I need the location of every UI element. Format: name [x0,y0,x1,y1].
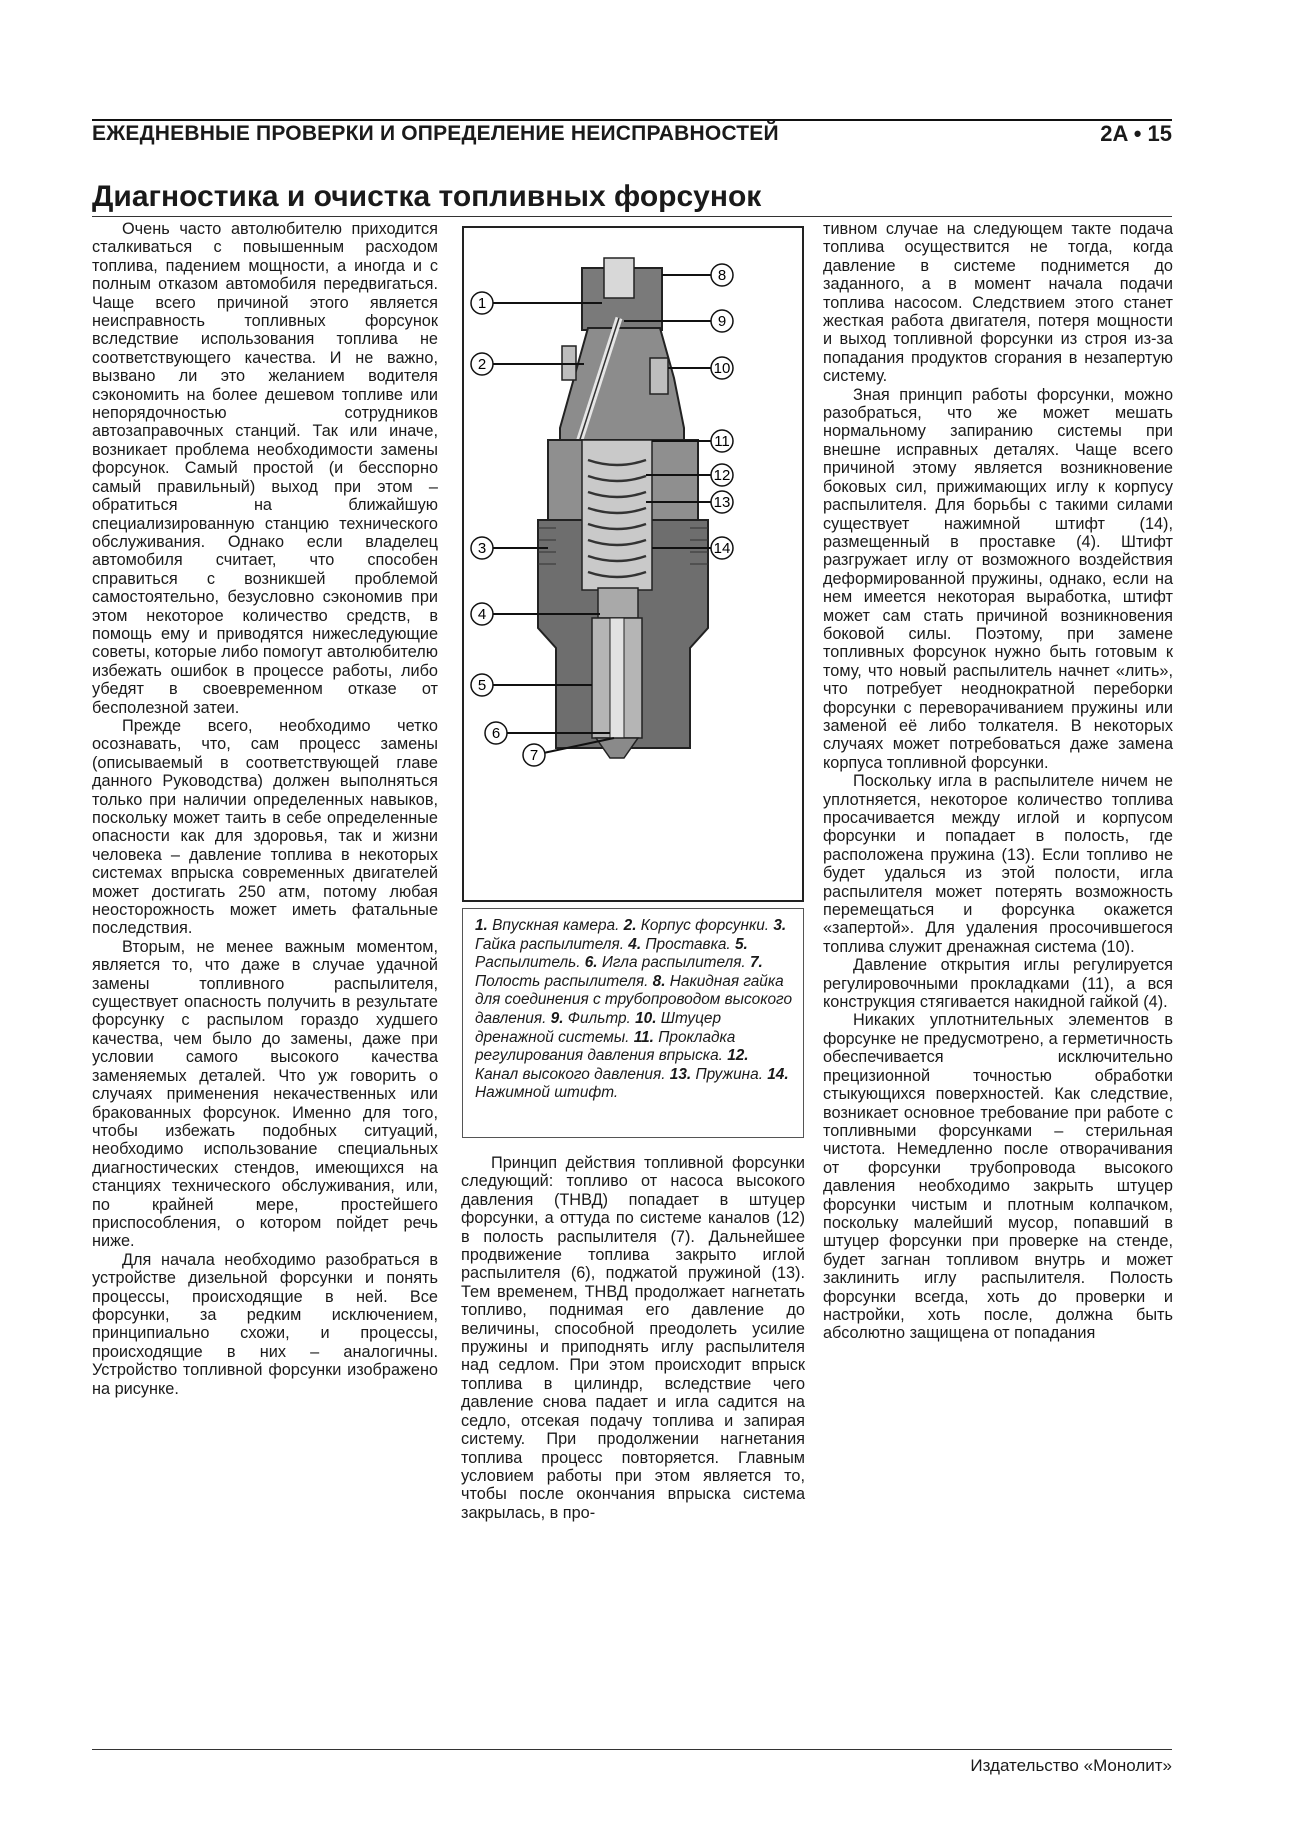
text-column-1 [92,220,438,1398]
caption-item: 11. Прокладка регулирования давления впрыска. [475,1028,736,1065]
paragraph: Поскольку игла в распылителе ничем не уплотняется, некоторое количество топлива просачивается между иглой и корпусом форсунки и попадает в полость, где расположена пружина (13). Если топливо не будет удалься из этой полости, игла распылителя может потерять возможность перемещаться и форсунка окажется «запертой». Для удаления просочившегося топлива служит дренажная система (10). [823,772,1173,956]
footer-rule [92,1749,1172,1750]
caption-item: 10. Штуцер дренажной системы. [475,1009,722,1046]
callout-9: 9 [717,313,727,330]
callout-2: 2 [477,356,487,373]
paragraph: тивном случае на следующем такте подача топлива осуществится не тогда, когда давление в системе поднимется до заданного, а в момент начала подачи топлива насосом. Следствием этого станет жесткая работа двигателя, потеря мощности и выход топливной форсунки из строя из-за попадания продуктов сгорания в незапертую систему. [823,220,1173,386]
caption-item: 9. Фильтр. [550,1009,636,1027]
callout-12: 12 [713,467,731,484]
text-column-3 [823,220,1173,1343]
callout-10: 10 [713,360,731,377]
figure-caption [462,908,804,1138]
caption-item: 4. Проставка. [628,935,735,953]
callout-14: 14 [713,540,731,557]
callout-8: 8 [717,267,727,284]
callout-1: 1 [477,295,487,312]
running-head: ЕЖЕДНЕВНЫЕ ПРОВЕРКИ И ОПРЕДЕЛЕНИЕ НЕИСПРАВНОСТЕЙ [92,122,779,145]
caption-item: 14. Нажимной штифт. [475,1065,789,1102]
caption-item: 12. Канал высокого давления. [475,1047,749,1083]
caption-item: 8. Накидная гайка для соединения с трубопроводом высокого давления. [475,972,793,1027]
paragraph: Зная принцип работы форсунки, можно разобраться, что же может мешать нормальному запиранию системы при внешне исправных деталях. Чаще всего причиной этому является возникновение боковых сил, прижимающих иглу к корпусу распылителя. Для борьбы с такими силами существует нажимной штифт (14), размещенный в проставке (4). Штифт разгружает иглу от возможного воздействия деформированной пружины, однако, если на нем имеется некоторая выработка, штифт может сам стать причиной возникновения боковой силы. Поэтому, при замене топливных форсунок нужно быть готовым к тому, что новый распылитель начнет «лить», что потребует неоднократной переборки форсунки с переворачиванием пружины или заменой её либо толкателя. В некоторых случаях может потребоваться даже замена корпуса топливной форсунки. [823,385,1173,772]
paragraph: Никаких уплотнительных элементов в форсунке не предусмотрено, а герметичность обеспечивается исключительно прецизионной точностью обработки стыкующихся поверхностей. Как следствие, возникает основное требование при работе с топливными форсунками – стерильная чистота. Немедленно после отворачивания от форсунки трубопровода высокого давления необходимо закрыть штуцер форсунки чистым и плотным колпачком, поскольку малейший мусор, попавший в штуцер форсунки при проверке на стенде, будет загнан топливом внутрь и может заклинить иглу распылителя. Полость форсунки всегда, хоть до проверки и настройки, хоть после, должна быть абсолютно защищена от попадания [823,1011,1173,1343]
paragraph: Очень часто автолюбителю приходится сталкиваться с повышенным расходом топлива, падением мощности, а иногда и с полным отказом автомобиля передвигаться. Чаще всего причиной этого является неисправность топливных форсунок вследствие использования топлива не соответствующего качества. И не важно, вызвано ли это желанием водителя сэкономить на более дешевом топливе или непорядочностью сотрудников автозаправочных станций. Так или иначе, возникает проблема необходимости замены форсунок. Самый простой (и бесспорно самый правильный) выход при этом – обратиться на ближайшую специализированную станцию технического обслуживания. Однако если владелец автомобиля считает, что способен справиться с возникшей проблемой самостоятельно, безусловно сэкономив при этом некоторое количество средств, в помощь ему и приводятся нижеследующие советы, которые либо помогут автолюбителю избежать ошибок в процессе работы, либо убедят в своевременном отказе от бесполезной затеи. [92,220,438,717]
callout-4: 4 [477,606,487,623]
callout-6: 6 [491,725,501,742]
callout-11: 11 [714,433,730,450]
title-rule [92,216,1172,217]
caption-item: 3. Гайка распылителя. [475,917,787,953]
caption-item: 1. Впускная камера. [475,917,624,934]
injector-figure [462,226,804,902]
callout-3: 3 [477,540,487,557]
callout-13: 13 [713,494,731,511]
caption-item: 5. Распылитель. [475,935,748,972]
caption-item: 7. Полость распылителя. [475,954,763,990]
callout-5: 5 [477,677,487,694]
paragraph: Для начала необходимо разобраться в устройстве дизельной форсунки и понять процессы, происходящие в ней. Все форсунки, за редким исключением, принципиально схожи, и процессы, происходящие в них – аналогичны. Устройство топливной форсунки изображено на рисунке. [92,1250,438,1398]
paragraph: Принцип действия топливной форсунки следующий: топливо от насоса высокого давления (ТНВД) попадает в штуцер форсунки, а оттуда по системе каналов (12) в полость распылителя (7). Дальнейшее продвижение топлива закрыто иглой распылителя (6), поджатой пружиной (13). Тем временем, ТНВД продолжает нагнетать топливо, поднимая его давление до величины, способной преодолеть усилие пружины и приподнять иглу распылителя над седлом. При этом происходит впрыск топлива в цилиндр, вследствие чего давление снова падает и игла садится на седло, отсекая подачу топлива и запирая систему. При продолжении нагнетания топлива процесс повторяется. Главным условием работы при этом является то, чтобы после окончания впрыска система закрылась, в про- [461,1154,805,1522]
section-title: Диагностика и очистка топливных форсунок [92,180,762,213]
injector-body-drawing [538,258,708,758]
paragraph: Прежде всего, необходимо четко осознавать, что, сам процесс замены (описываемый в соответствующей главе данного Руководства) должен выполняться только при наличии определенных навыков, поскольку может таить в себе определенные опасности как для здоровья, так и жизни человека – давление топлива в некоторых системах впрыска современных двигателей может достигать 250 атм, потому любая неосторожность может иметь фатальные последствия. [92,716,438,938]
page-number: 2A • 15 [1100,121,1172,146]
text-column-2 [461,1154,805,1522]
publisher: Издательство «Монолит» [970,1756,1172,1775]
caption-item: 13. Пружина. [669,1065,768,1083]
caption-item: 2. Корпус форсунки. [623,917,774,934]
injector-cutaway-drawing [464,228,802,900]
callout-7: 7 [529,747,539,764]
header-rule [92,119,1172,121]
caption-item: 6. Игла распылителя. [584,954,750,972]
paragraph: Вторым, не менее важным моментом, является то, что даже в случае удачной замены топливного распылителя, существует опасность получить в результате форсунку с распылом гораздо худшего качества, чем было до замены, даже при условии самого высокого качества заменяемых деталей. Что уж говорить о случаях применения некачественных или бракованных форсунок. Именно для того, чтобы избежать подобных ситуаций, необходимо использование специальных диагностических стендов, имеющихся на станциях технического обслуживания, или, по крайней мере, простейшего приспособления, о котором пойдет речь ниже. [92,937,438,1251]
paragraph: Давление открытия иглы регулируется регулировочными прокладками (11), а вся конструкция стягивается накидной гайкой (4). [823,956,1173,1012]
